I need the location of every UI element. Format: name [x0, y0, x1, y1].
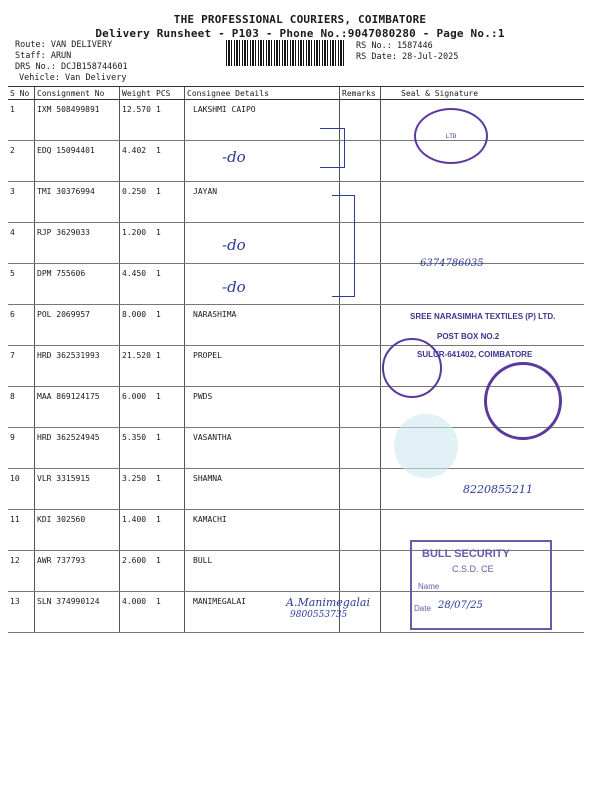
company-seal-stamp: LTD: [414, 108, 488, 164]
row-consignment-no: RJP 3629033: [35, 223, 120, 264]
row-consignee: LAKSHMI CAIPO: [185, 100, 340, 141]
row-pcs: 1: [154, 141, 185, 182]
table-row: [8, 428, 584, 469]
row-pcs: 1: [154, 264, 185, 305]
table-row: [8, 223, 584, 264]
row-consignment-no: HRD 362524945: [35, 428, 120, 469]
row-weight: 2.600: [120, 551, 155, 592]
bracket-mark: [332, 195, 355, 297]
row-weight: 5.350: [120, 428, 155, 469]
row-sno: 1: [8, 100, 35, 141]
row-pcs: 1: [154, 510, 185, 551]
row-seal: [381, 264, 585, 305]
textile-stamp-name: SREE NARASIMHA TEXTILES (P) LTD.: [410, 312, 556, 321]
round-seal-stamp: [484, 362, 562, 440]
row-remarks: [340, 551, 381, 592]
row-weight: 3.250: [120, 469, 155, 510]
col-weight-header: Weight: [120, 87, 155, 100]
row-remarks: [340, 387, 381, 428]
row-pcs: 1: [154, 305, 185, 346]
textile-stamp-address: SULUR-641402, COIMBATORE: [417, 350, 533, 359]
row-weight: 1.400: [120, 510, 155, 551]
row-consignee: SHAMNA: [185, 469, 340, 510]
security-stamp-name: Name: [418, 582, 440, 591]
row-sno: 9: [8, 428, 35, 469]
row-consignee: KAMACHI: [185, 510, 340, 551]
row-pcs: 1: [154, 592, 185, 633]
row-sno: 10: [8, 469, 35, 510]
col-seal-header: Seal & Signature: [381, 87, 585, 100]
row-consignment-no: VLR 3315915: [35, 469, 120, 510]
row-consignment-no: SLN 374990124: [35, 592, 120, 633]
drs-number: DRS No.: DCJB158744601: [15, 62, 128, 72]
round-seal-stamp: [394, 414, 458, 478]
row-sno: 13: [8, 592, 35, 633]
row-pcs: 1: [154, 551, 185, 592]
row-consignee: [185, 141, 340, 182]
handwritten-phone: 9800553735: [290, 610, 348, 620]
col-sno-header: S No: [8, 87, 35, 100]
row-consignee: PWDS: [185, 387, 340, 428]
handwritten-signature: A.Manimegalai: [286, 596, 370, 609]
row-remarks: [340, 141, 381, 182]
row-weight: 4.450: [120, 264, 155, 305]
row-consignment-no: MAA 869124175: [35, 387, 120, 428]
row-sno: 4: [8, 223, 35, 264]
rs-number: RS No.: 1587446: [356, 41, 433, 51]
row-pcs: 1: [154, 428, 185, 469]
runsheet-subtitle: Delivery Runsheet - P103 - Phone No.:9047080280 - Page No.:1: [95, 27, 505, 40]
round-seal-stamp: [382, 338, 442, 398]
row-sno: 6: [8, 305, 35, 346]
row-consignee: MANIMEGALAI: [185, 592, 340, 633]
bracket-mark: [320, 128, 345, 168]
company-title: THE PROFESSIONAL COURIERS, COIMBATORE: [173, 13, 427, 26]
handwritten-phone: 6374786035: [420, 258, 484, 269]
row-pcs: 1: [154, 223, 185, 264]
security-stamp-date-value: 28/07/25: [438, 600, 483, 611]
row-consignment-no: POL 2069957: [35, 305, 120, 346]
row-consignment-no: IXM 508499891: [35, 100, 120, 141]
row-remarks: [340, 346, 381, 387]
row-consignment-no: DPM 755606: [35, 264, 120, 305]
row-sno: 11: [8, 510, 35, 551]
table-row: [8, 100, 584, 141]
ditto-mark: -do: [222, 148, 246, 166]
col-pcs-header: PCS: [154, 87, 185, 100]
col-remarks-header: Remarks: [340, 87, 381, 100]
row-consignee: VASANTHA: [185, 428, 340, 469]
col-consignment-header: Consignment No: [35, 87, 120, 100]
row-sno: 12: [8, 551, 35, 592]
row-remarks: [340, 305, 381, 346]
security-stamp-title: BULL SECURITY: [422, 548, 510, 560]
rs-date: RS Date: 28-Jul-2025: [356, 52, 459, 62]
row-sno: 3: [8, 182, 35, 223]
row-consignee: [185, 264, 340, 305]
row-remarks: [340, 100, 381, 141]
row-pcs: 1: [154, 100, 185, 141]
row-weight: 8.000: [120, 305, 155, 346]
row-sno: 5: [8, 264, 35, 305]
row-sno: 2: [8, 141, 35, 182]
row-pcs: 1: [154, 387, 185, 428]
security-stamp: [410, 540, 552, 630]
table-header-row: [8, 87, 584, 100]
vehicle-label: Vehicle: Van Delivery: [19, 73, 127, 83]
ditto-mark: -do: [222, 236, 246, 254]
route-label: Route: VAN DELIVERY: [15, 40, 113, 50]
col-consignee-header: Consignee Details: [185, 87, 340, 100]
row-pcs: 1: [154, 346, 185, 387]
table-row: [8, 141, 584, 182]
row-consignee: JAYAN: [185, 182, 340, 223]
row-consignee: [185, 223, 340, 264]
row-consignment-no: TMI 30376994: [35, 182, 120, 223]
barcode-image: [226, 40, 344, 66]
row-consignment-no: AWR 737793: [35, 551, 120, 592]
row-pcs: 1: [154, 469, 185, 510]
row-consignee: NARASHIMA: [185, 305, 340, 346]
row-weight: 21.520: [120, 346, 155, 387]
row-remarks: [340, 469, 381, 510]
table-row: [8, 182, 584, 223]
row-remarks: [340, 428, 381, 469]
row-weight: 0.250: [120, 182, 155, 223]
row-sno: 8: [8, 387, 35, 428]
row-consignee: BULL: [185, 551, 340, 592]
row-consignee: PROPEL: [185, 346, 340, 387]
row-consignment-no: KDI 302560: [35, 510, 120, 551]
row-pcs: 1: [154, 182, 185, 223]
staff-label: Staff: ARUN: [15, 51, 72, 61]
row-remarks: [340, 510, 381, 551]
row-weight: 12.570: [120, 100, 155, 141]
row-consignment-no: HRD 362531993: [35, 346, 120, 387]
ditto-mark: -do: [222, 278, 246, 296]
textile-stamp-po: POST BOX NO.2: [437, 332, 500, 341]
row-weight: 4.402: [120, 141, 155, 182]
security-stamp-sub: C.S.D. CE: [452, 564, 494, 574]
row-sno: 7: [8, 346, 35, 387]
handwritten-phone: 8220855211: [463, 483, 533, 496]
security-stamp-date: Date: [414, 604, 431, 613]
row-weight: 6.000: [120, 387, 155, 428]
row-weight: 1.200: [120, 223, 155, 264]
row-seal: [381, 182, 585, 223]
table-row: [8, 264, 584, 305]
row-consignment-no: EDQ 15094401: [35, 141, 120, 182]
row-weight: 4.000: [120, 592, 155, 633]
